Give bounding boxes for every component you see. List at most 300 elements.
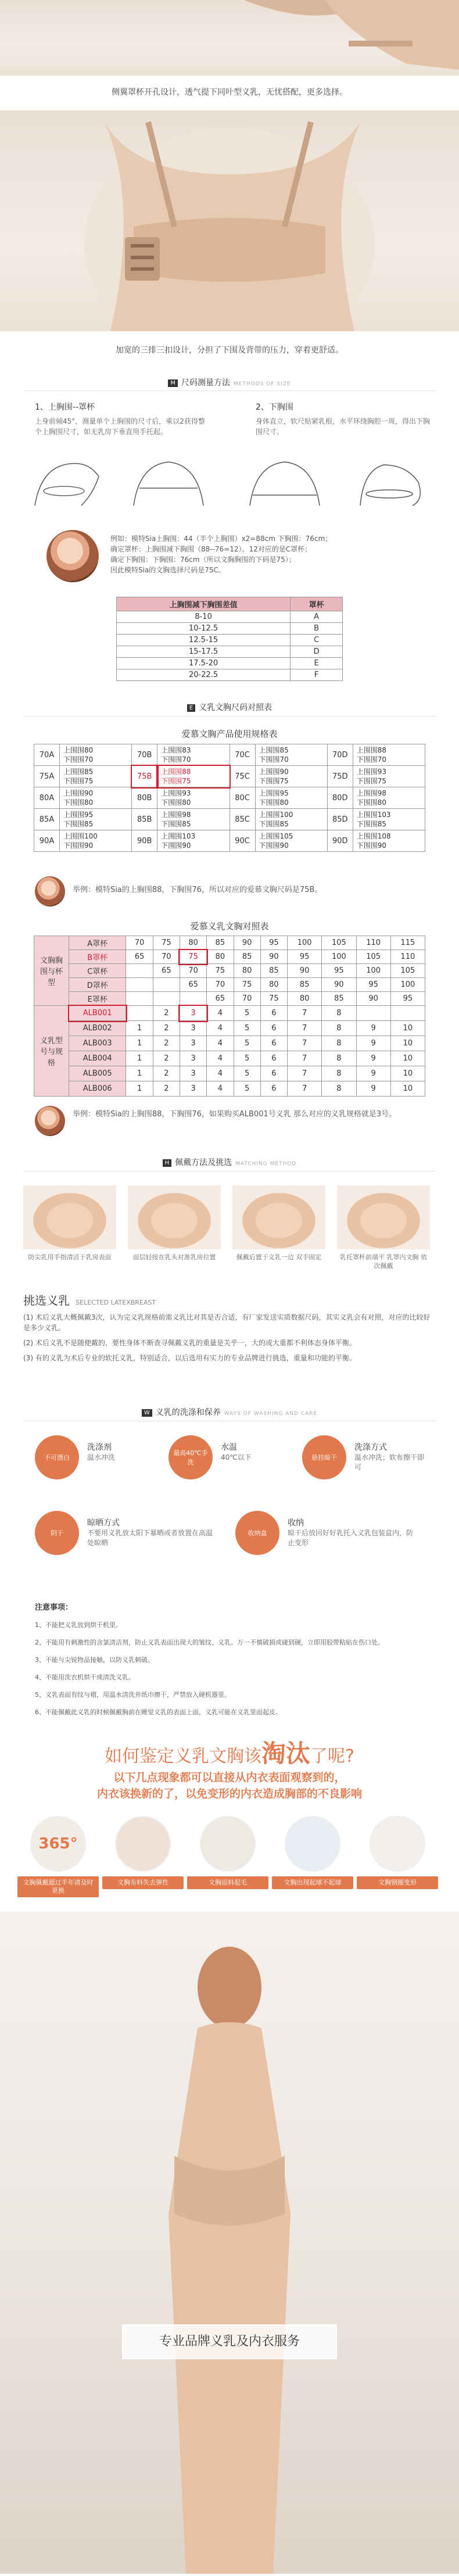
model-row	[34, 1051, 425, 1066]
identify-lines	[0, 1769, 459, 1802]
cup-label: C罩杯	[69, 964, 126, 978]
model-size-value: 8	[322, 1081, 356, 1097]
size-measure-cell	[255, 809, 327, 830]
choose-heading-sub: SELECTED LATEXBREAST	[76, 1299, 156, 1306]
identify-line2: 内衣该换新的了，以免变形的内衣造成胸部的不良影响	[96, 1787, 362, 1800]
model-size-value: 5	[234, 1066, 260, 1081]
cup-band-value: 75	[234, 978, 260, 992]
care-title: 收纳	[288, 1518, 304, 1528]
identify-items	[17, 1816, 442, 1903]
model-avatar-sia	[35, 876, 65, 907]
size-measure-cell	[255, 766, 327, 787]
wear-step-caption: 佩戴后置于义乳一边 双手固定	[236, 1253, 322, 1261]
size-chart-row	[34, 830, 425, 852]
size-lower-value: 下围围90	[356, 841, 387, 850]
size-upper-value: 上围围98	[161, 811, 191, 819]
cup-table-cell: D	[291, 646, 343, 658]
model-size-value: 6	[260, 1081, 287, 1097]
wear-step-caption: 面层轻按在乳头对准乳房位置	[132, 1253, 216, 1261]
cup-band-value: 105	[356, 950, 390, 964]
cup-label: D罩杯	[69, 978, 126, 992]
care-title: 水温	[221, 1443, 237, 1452]
cup-band-value	[126, 992, 153, 1006]
notice-item: 6、不能佩戴此义乳的时候佩戴胸前在睡觉义乳的表面上面，义乳可能在义乳里面起皮。	[35, 1708, 282, 1716]
identify-image	[370, 1816, 425, 1872]
section-subtitle: METHODS OF SIZE	[233, 381, 291, 387]
cup-band-value: 65	[153, 964, 180, 978]
model-size-value: 10	[390, 1051, 425, 1066]
model-size-value: 6	[260, 1051, 287, 1066]
choose-note: (1) 术后义乳大概佩戴3次，认为完义乳规格前需义乳比对其是否合适，有厂家发送实质数据尺码，其实义乳会有对照，对应的比较好是多少义乳。	[23, 1313, 431, 1332]
cup-band-value: 100	[356, 964, 390, 978]
wear-step-caption: 防尖乳用手指清洁于乳房表面	[28, 1253, 112, 1261]
model-row	[34, 1081, 425, 1097]
wear-step	[337, 1185, 430, 1270]
model-size-value: 7	[288, 1066, 322, 1081]
model-size-value: 1	[126, 1036, 153, 1051]
size-lower-value: 下围围70	[356, 755, 387, 764]
size-lower-value: 下围围75	[63, 777, 94, 785]
model-size-value: 7	[288, 1051, 322, 1066]
model-size-value: 9	[356, 1051, 390, 1066]
model-size-value: 5	[234, 1051, 260, 1066]
cup-band-value: 80	[288, 992, 322, 1006]
cup-band-value: 100	[390, 978, 425, 992]
cup-band-value: 85	[322, 992, 356, 1006]
identify-item	[357, 1816, 438, 1889]
model-size-value: 8	[322, 1051, 356, 1066]
left-label-cup: 文胸胸围与杯型	[34, 936, 69, 1006]
size-chart-row	[34, 744, 425, 766]
size-code-cell: 75C	[230, 766, 255, 787]
size-lower-value: 下围围70	[63, 755, 94, 764]
model-size-value: 6	[260, 1021, 287, 1036]
section-badge: H	[163, 1159, 172, 1167]
model-label: ALB006	[69, 1081, 126, 1097]
size-chart-row	[34, 766, 425, 787]
cup-table-cell: A	[291, 611, 343, 623]
cup-band-value: 65	[126, 950, 153, 964]
size-lower-value: 下围围75	[259, 777, 289, 785]
model-label: ALB004	[69, 1051, 126, 1066]
identify-label: 文胸面料起毛	[187, 1876, 268, 1889]
cup-band-value: 95	[260, 936, 287, 950]
product-photo-side-wing	[0, 0, 459, 76]
size-measure-cell	[157, 830, 230, 852]
model-size-value: 8	[322, 1036, 356, 1051]
size-code-cell: 80C	[230, 787, 255, 809]
size-upper-value: 上围围85	[63, 768, 94, 776]
size-upper-value: 上围围103	[161, 832, 196, 840]
size-measure-cell	[255, 744, 327, 766]
size-upper-value: 上围围95	[63, 811, 94, 819]
choose-note: (3) 有的义乳为术后专业的软托义乳，特别适合，以后选用有实力的专业品牌进行挑选，重量和功能的平衡。	[23, 1354, 356, 1362]
size-measure-cell	[255, 830, 327, 852]
cup-table-cell: F	[291, 669, 343, 681]
cup-table-head-diff: 上胸围减下胸围差值	[117, 597, 291, 611]
care-desc: 40℃以下	[221, 1453, 252, 1461]
cup-band-value: 110	[356, 936, 390, 950]
size-lower-value: 下围围80	[356, 798, 387, 807]
size-code-cell: 75D	[327, 766, 353, 787]
care-title: 洗涤剂	[87, 1443, 112, 1452]
size-measure-cell	[157, 766, 230, 787]
model-size-value: 8	[322, 1066, 356, 1081]
size-code-cell: 80B	[132, 787, 157, 809]
model-size-value: 6	[260, 1006, 287, 1021]
size-upper-value: 上围围100	[63, 832, 98, 840]
model-label: ALB001	[69, 1006, 126, 1021]
measure-lower-block	[256, 401, 430, 437]
size-lower-value: 下围围85	[356, 820, 387, 828]
wear-step	[128, 1185, 221, 1262]
section-title-measure	[0, 377, 459, 388]
model-size-value: 9	[356, 1036, 390, 1051]
cup-label: E罩杯	[69, 992, 126, 1006]
model-size-value: 2	[153, 1081, 180, 1097]
notice-item: 4、不能用洗衣机烘干或清洗义乳。	[35, 1674, 135, 1681]
model-label: ALB002	[69, 1021, 126, 1036]
cup-row	[34, 992, 425, 1006]
notice-item: 5、义乳表面有纹与褶，用温水清洗并纸巾擦干，严禁放入硬机器里。	[35, 1691, 231, 1699]
cup-band-value: 65	[180, 978, 206, 992]
size-upper-value: 上围围98	[356, 789, 387, 797]
model-size-value	[356, 1006, 390, 1021]
size-lower-value: 下围围75	[161, 777, 191, 785]
model-size-value: 5	[234, 1006, 260, 1021]
wear-step-image	[128, 1185, 221, 1249]
model-size-value: 2	[153, 1006, 180, 1021]
care-icon: 不可漂白	[35, 1435, 79, 1479]
size-upper-value: 上围围88	[356, 746, 387, 754]
care-icon: 悬挂晾干	[302, 1435, 346, 1479]
identify-item	[102, 1816, 184, 1889]
size-upper-value: 上围围85	[259, 746, 289, 754]
cup-band-value: 95	[288, 950, 322, 964]
cup-band-value: 85	[288, 978, 322, 992]
model-avatar-sia	[35, 1106, 65, 1136]
identify-image	[115, 1816, 171, 1872]
model-size-value: 3	[180, 1036, 206, 1051]
cup-band-value	[153, 992, 180, 1006]
model-size-value: 2	[153, 1051, 180, 1066]
wear-steps	[23, 1185, 436, 1278]
size-upper-value: 上围围103	[356, 811, 391, 819]
size-code-cell: 85B	[132, 809, 157, 830]
cup-band-value: 95	[322, 964, 356, 978]
choose-notes	[23, 1312, 436, 1363]
section-title-choose	[0, 1156, 459, 1168]
model-size-value: 6	[260, 1066, 287, 1081]
choose-heading-block	[23, 1291, 436, 1308]
size-code-cell: 70C	[230, 744, 255, 766]
size-code-cell: 90B	[132, 830, 157, 852]
size-measure-cell	[157, 787, 230, 809]
size-upper-value: 上围围80	[63, 746, 94, 754]
identify-item	[187, 1816, 268, 1889]
cup-table-cell: E	[291, 658, 343, 669]
size-code-cell: 75A	[34, 766, 60, 787]
cup-band-value: 90	[234, 936, 260, 950]
model-row	[34, 1006, 425, 1021]
size-code-cell: 70D	[327, 744, 353, 766]
cup-table-cell: 8-10	[117, 611, 291, 623]
identify-headline-part2: 了呢?	[310, 1746, 354, 1767]
care-title: 洗涤方式	[354, 1443, 387, 1452]
size-chart-row	[34, 809, 425, 830]
cup-band-value: 100	[288, 936, 322, 950]
size-lower-value: 下围围90	[161, 841, 191, 850]
size-upper-value: 上围围93	[356, 768, 387, 776]
identify-label: 文胸钢圈变形	[357, 1876, 438, 1889]
size-measure-cell	[353, 766, 425, 787]
prosthesis-table-title: 爱慕义乳文胸对照表	[190, 921, 269, 931]
identify-image	[200, 1816, 256, 1872]
model-size-value: 4	[207, 1036, 234, 1051]
cup-band-value: 75	[180, 950, 206, 964]
measure-illustrations	[23, 447, 436, 511]
size-measure-cell	[60, 766, 132, 787]
size-measure-cell	[60, 830, 132, 852]
wear-step	[232, 1185, 325, 1262]
model-size-value: 2	[153, 1036, 180, 1051]
wear-step-image	[337, 1185, 430, 1249]
model-silhouette	[0, 1912, 459, 2574]
size-measure-cell	[353, 809, 425, 830]
identify-image: 365°	[30, 1816, 86, 1872]
size-upper-value: 上围围105	[259, 832, 293, 840]
cup-band-value: 95	[356, 978, 390, 992]
size-example-text: 举例：模特Sia的上胸围88，下胸围76，所以对应的爱慕文胸尺码是75B。	[73, 886, 322, 894]
model-size-value: 8	[322, 1006, 356, 1021]
cup-band-value: 70	[126, 936, 153, 950]
section-title-text: 佩戴方法及挑选	[175, 1158, 232, 1167]
model-size-value: 9	[356, 1066, 390, 1081]
identify-item	[17, 1816, 99, 1897]
cup-row	[34, 950, 425, 964]
cup-band-value	[126, 978, 153, 992]
cup-size-table	[116, 597, 343, 681]
identify-label: 文胸布料失去弹性	[102, 1876, 184, 1889]
care-icon: 收纳盒	[235, 1511, 279, 1555]
care-grid	[35, 1435, 436, 1586]
size-measure-cell	[60, 787, 132, 809]
model-size-value: 3	[180, 1066, 206, 1081]
model-size-value: 7	[288, 1036, 322, 1051]
section-title-text: 尺码测量方法	[181, 378, 230, 388]
measure-upper-heading: 1、上胸围--罩杯	[35, 403, 95, 412]
size-chart-table	[34, 744, 425, 852]
identify-image	[285, 1816, 340, 1872]
cup-band-value: 80	[234, 964, 260, 978]
size-table-title: 爱慕文胸产品使用规格表	[181, 729, 278, 739]
measure-upper-desc: 上身前倾45°，测量单个上胸围的尺寸后，乘以2获得整个上胸围尺寸，如无乳房下垂直用手托起。	[35, 417, 205, 436]
cup-table-cell: 12.5-15	[117, 635, 291, 646]
size-code-cell: 90A	[34, 830, 60, 852]
cup-band-value: 85	[207, 936, 234, 950]
size-upper-value: 上围围108	[356, 832, 391, 840]
model-avatar-sia	[46, 530, 99, 582]
caption-back-hooks: 加宽的三排三扣设计，分担了下围及背带的压力，穿着更舒适。	[116, 346, 343, 355]
section-badge: M	[168, 379, 178, 387]
model-size-value: 4	[207, 1021, 234, 1036]
cup-band-value: 90	[260, 950, 287, 964]
care-title: 晾晒方式	[87, 1518, 120, 1528]
model-size-value: 3	[180, 1051, 206, 1066]
measure-lower-heading: 2、下胸围	[256, 403, 293, 412]
cup-table-cell: 20-22.5	[117, 669, 291, 681]
model-size-value: 4	[207, 1066, 234, 1081]
cup-band-value	[180, 992, 206, 1006]
model-size-value: 1	[126, 1066, 153, 1081]
cup-band-value	[126, 964, 153, 978]
section-title-text: 义乳文胸尺码对照表	[199, 703, 272, 712]
identify-label: 文胸出现起球不起球	[272, 1876, 353, 1889]
model-size-value: 7	[288, 1006, 322, 1021]
notice-item: 3、不能与尖锐物品接触，以防义乳刺破。	[35, 1656, 154, 1664]
model-size-value: 1	[126, 1081, 153, 1097]
left-label-model: 义乳型号与规格	[34, 1006, 69, 1097]
care-desc: 温水冲洗	[87, 1453, 116, 1461]
cup-band-value: 90	[288, 964, 322, 978]
model-size-value: 3	[180, 1081, 206, 1097]
care-desc: 晾干后放回好好乳托入义乳包装盒内，防止变形	[288, 1529, 414, 1547]
cup-table-cell: B	[291, 623, 343, 635]
model-label: ALB003	[69, 1036, 126, 1051]
care-icon: 阴干	[35, 1511, 79, 1555]
prosthesis-chart-table	[34, 936, 425, 1097]
size-measure-cell	[255, 787, 327, 809]
size-upper-value: 上围围90	[259, 768, 289, 776]
model-label: ALB005	[69, 1066, 126, 1081]
model-size-value: 4	[207, 1006, 234, 1021]
size-chart-row	[34, 787, 425, 809]
model-size-value: 10	[390, 1066, 425, 1081]
model-size-value: 3	[180, 1021, 206, 1036]
care-icon: 最高40℃手洗	[168, 1435, 213, 1479]
identify-headline	[0, 1735, 459, 1769]
cup-band-value: 90	[356, 992, 390, 1006]
size-code-cell: 70A	[34, 744, 60, 766]
cup-band-value: 110	[390, 950, 425, 964]
section-subtitle: WAYS OF WASHING AND CARE	[224, 1411, 318, 1417]
cup-band-value: 70	[180, 964, 206, 978]
model-size-value: 4	[207, 1081, 234, 1097]
footer-model-photo	[0, 1912, 459, 2574]
size-lower-value: 下围围80	[161, 798, 191, 807]
model-size-value: 8	[322, 1021, 356, 1036]
model-row	[34, 1066, 425, 1081]
notice-title: 注意事项：	[35, 1603, 73, 1612]
size-measure-cell	[353, 744, 425, 766]
identify-headline-strong: 淘汰	[261, 1739, 311, 1768]
size-code-cell: 85C	[230, 809, 255, 830]
size-lower-value: 下围围80	[63, 798, 94, 807]
measure-lower-desc: 身体直立，软尺贴紧乳根，水平环绕胸腔一周，得出下胸围尺寸。	[256, 417, 431, 436]
caption-side-wing: 侧翼罩杯开孔设计，透气提下同叶型义乳，无忧搭配，更多选择。	[112, 88, 347, 97]
choose-heading: 挑选义乳	[23, 1294, 70, 1307]
cup-table-cell: 15-17.5	[117, 646, 291, 658]
cup-label: A罩杯	[69, 936, 126, 950]
model-size-value: 5	[234, 1081, 260, 1097]
cup-band-value: 85	[260, 964, 287, 978]
cup-row	[34, 964, 425, 978]
size-measure-cell	[157, 809, 230, 830]
care-desc: 温水冲洗；软布擦干即可	[354, 1453, 425, 1471]
cup-table-cell: 17.5-20	[117, 658, 291, 669]
cup-band-value: 70	[153, 950, 180, 964]
model-size-value	[390, 1006, 425, 1021]
model-size-value	[126, 1006, 153, 1021]
model-row	[34, 1036, 425, 1051]
cup-band-value: 70	[234, 992, 260, 1006]
measure-upper-block	[35, 401, 209, 437]
size-upper-value: 上围围90	[63, 789, 94, 797]
bra-back-illustration	[0, 110, 459, 331]
notice-item: 1、不能把义乳放到烘干机里。	[35, 1621, 122, 1629]
size-measure-cell	[157, 744, 230, 766]
cup-table-head-cup: 罩杯	[291, 597, 343, 611]
model-size-value: 9	[356, 1081, 390, 1097]
size-code-cell: 80D	[327, 787, 353, 809]
size-lower-value: 下围围85	[259, 820, 289, 828]
section-badge: E	[187, 704, 195, 712]
size-upper-value: 上围围93	[161, 789, 191, 797]
size-measure-cell	[60, 809, 132, 830]
model-size-value: 10	[390, 1021, 425, 1036]
cup-band-value: 115	[390, 936, 425, 950]
size-lower-value: 下围围70	[259, 755, 289, 764]
size-upper-value: 上围围100	[259, 811, 293, 819]
size-code-cell: 80A	[34, 787, 60, 809]
section-title-size-chart	[0, 701, 459, 713]
model-size-value: 2	[153, 1021, 180, 1036]
section-subtitle: MATCHING METHOD	[235, 1161, 297, 1167]
size-code-cell: 70B	[132, 744, 157, 766]
size-lower-value: 下围围90	[63, 841, 94, 850]
model-size-value: 3	[180, 1006, 206, 1021]
cup-band-value: 90	[322, 978, 356, 992]
size-code-cell: 90C	[230, 830, 255, 852]
cup-band-value: 80	[180, 936, 206, 950]
size-code-cell: 85A	[34, 809, 60, 830]
size-upper-value: 上围围83	[161, 746, 191, 754]
cup-band-value: 75	[207, 964, 234, 978]
wear-step-caption: 乳托罩杯前端平 乳罩内文胸 依次佩戴	[340, 1253, 427, 1270]
model-size-value: 5	[234, 1036, 260, 1051]
cup-band-value: 80	[207, 950, 234, 964]
section-badge: W	[142, 1409, 152, 1417]
cup-band-value: 70	[207, 978, 234, 992]
product-photo-back-hooks	[0, 110, 459, 331]
model-size-value: 1	[126, 1051, 153, 1066]
notice-item: 2、不能用有刺激性的含氯清洁剂，防止义乳表面出现大的皱纹、义乳。万一不慎破损或碰到硬，立即用胶带粘贴在伤口处。	[35, 1639, 384, 1646]
care-notice	[35, 1601, 430, 1721]
model-size-value: 6	[260, 1036, 287, 1051]
cup-band-value: 75	[260, 992, 287, 1006]
size-measure-cell	[353, 787, 425, 809]
cup-table-cell: 10-12.5	[117, 623, 291, 635]
cup-band-value: 85	[234, 950, 260, 964]
cup-row	[34, 978, 425, 992]
footer-banner: 专业品牌义乳及内衣服务	[122, 2324, 337, 2359]
model-size-value: 1	[126, 1021, 153, 1036]
size-code-cell: 85D	[327, 809, 353, 830]
size-upper-value: 上围围88	[161, 768, 191, 776]
model-size-value: 10	[390, 1081, 425, 1097]
bra-side-illustration	[0, 0, 459, 76]
cup-band-value: 105	[390, 964, 425, 978]
